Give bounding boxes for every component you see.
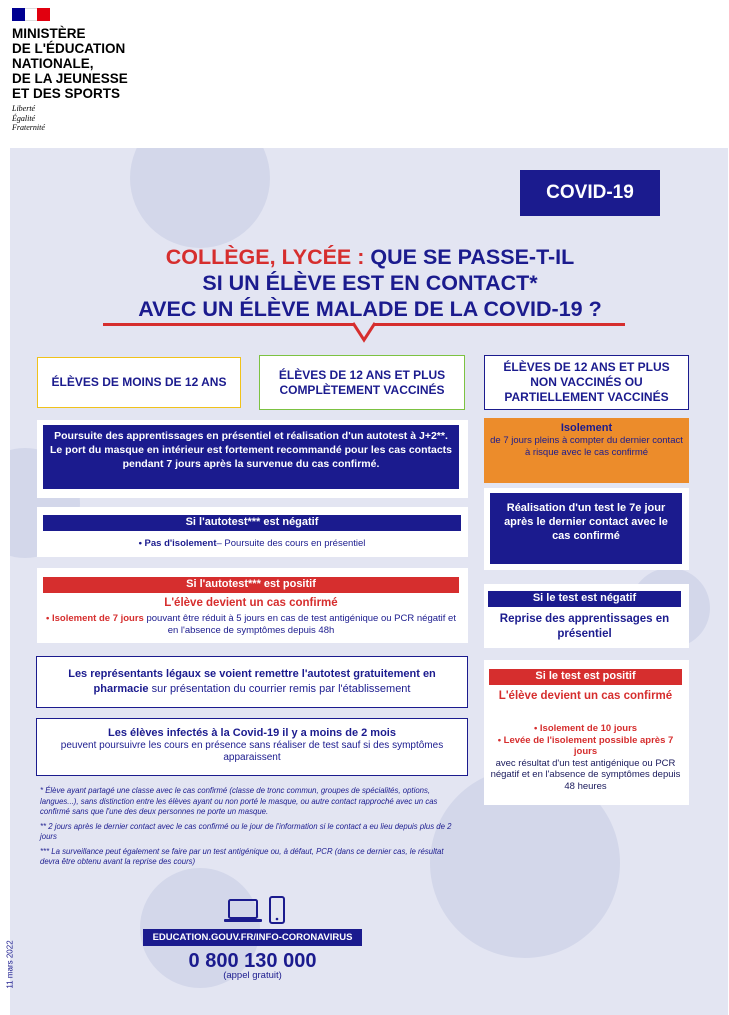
smartphone-icon — [268, 896, 286, 924]
negative-autotest-text — [43, 538, 461, 550]
positive-autotest-title: L'élève devient un cas confirmé — [164, 597, 338, 609]
title-line-1 — [20, 244, 720, 270]
flag-blue — [12, 8, 25, 21]
isolation-10-days: • Isolement de 10 jours — [533, 723, 638, 734]
title-line-3: AVEC UN ÉLÈVE MALADE DE LA COVID-19 ? — [138, 297, 602, 321]
positive-test-list — [489, 723, 682, 792]
flag-red — [37, 8, 50, 21]
footnotes — [40, 786, 465, 872]
column-header-vaccinated: ÉLÈVES DE 12 ANS ET PLUS COMPLÈTEMENT VACCINÉS — [259, 355, 465, 410]
left-main-box: Poursuite des apprentissages en présentiel et réalisation d'un autotest à J+2**. Le port du masque en intérieur est fortement recommandé pour les cas contacts pendant 7 jours après la survenue du cas confirmé. — [43, 425, 459, 489]
footnote: *** La surveillance peut également se faire par un test antigénique ou, à défaut, PCR (dans ce dernier cas, le résultat devra être obtenu avant la reprise des cours) — [40, 846, 444, 866]
info-url-link[interactable]: EDUCATION.GOUV.FR/INFO-CORONAVIRUS — [143, 929, 362, 946]
positive-test-text: avec résultat d'un test antigénique ou PCR négatif et en l'absence de symptômes depuis 48 heures — [490, 757, 681, 792]
isolation-text: de 7 jours pleins à compter du dernier contact à risque avec le cas confirmé — [490, 435, 683, 458]
legal-representatives-card — [36, 656, 468, 708]
positive-rest: pouvant être réduit à 5 jours en cas de test antigénique ou PCR négatif et en l'absence de symptômes depuis 48h — [143, 613, 456, 636]
isolation-title: Isolement — [560, 422, 613, 434]
positive-autotest-text — [43, 613, 459, 637]
republic-motto — [12, 104, 45, 133]
positive-test-title: L'élève devient un cas confirmé — [498, 690, 673, 702]
ministry-line: MINISTÈRE — [12, 26, 86, 41]
publication-date: 11 mars 2022 — [5, 940, 15, 989]
flag-white — [25, 8, 38, 21]
negative-rest: – Poursuite des cours en présentiel — [216, 538, 366, 549]
legal-bold: Les représentants légaux se voient remettre l'autotest gratuitement en pharmacie — [68, 668, 436, 695]
footnote: * Élève ayant partagé une classe avec le cas confirmé (classe de tronc commun, groupes de spécialités, options, langues...), sans distinction entre les élèves ayant ou non porté le masque, ou autre contact rapproché avec un cas confirmé sans que l'une des deux personnes ne porte un masque. — [40, 786, 438, 816]
phone-number: 0 800 130 000 — [188, 950, 317, 972]
motto-line: Fraternité — [12, 123, 45, 132]
laptop-icon — [223, 898, 263, 924]
infected-students-card — [36, 718, 468, 776]
motto-line: Égalité — [12, 113, 36, 123]
phone-note: (appel gratuit) — [223, 970, 282, 981]
negative-test-bar: Si le test est négatif — [488, 591, 681, 607]
positive-red: • Isolement de 7 jours — [46, 613, 144, 624]
ministry-name — [12, 26, 172, 101]
infected-bold: Les élèves infectés à la Covid-19 il y a moins de 2 mois — [108, 727, 396, 739]
negative-test-text: Reprise des apprentissages en présentiel — [499, 613, 670, 640]
legal-rest: sur présentation du courrier remis par l'établissement — [148, 683, 411, 695]
footnote: ** 2 jours après le dernier contact avec le cas confirmé ou le jour de l'information si le contact a eu lieu depuis plus de 2 jours — [40, 821, 452, 841]
ministry-line: ET DES SPORTS — [12, 86, 121, 101]
virus-decoration — [130, 148, 270, 248]
infected-text: peuvent poursuivre les cours en présence sans réaliser de test sauf si des symptômes apparaissent — [60, 740, 444, 763]
ministry-line: DE LA JEUNESSE — [12, 71, 128, 86]
negative-autotest-bar: Si l'autotest*** est négatif — [43, 515, 461, 531]
column-header-unvaccinated: ÉLÈVES DE 12 ANS ET PLUS NON VACCINÉS OU PARTIELLEMENT VACCINÉS — [484, 355, 689, 410]
title-rest: QUE SE PASSE-T-IL — [364, 245, 575, 269]
isolation-lift: • Levée de l'isolement possible après 7 jours — [497, 734, 674, 757]
title-line-2: SI UN ÉLÈVE EST EN CONTACT* — [202, 271, 538, 295]
ministry-line: NATIONALE, — [12, 56, 94, 71]
ministry-line: DE L'ÉDUCATION — [12, 41, 126, 56]
column-header-under-12: ÉLÈVES DE MOINS DE 12 ANS — [37, 357, 241, 408]
positive-test-bar: Si le test est positif — [489, 669, 682, 685]
isolation-box — [484, 418, 689, 483]
motto-line: Liberté — [12, 104, 36, 113]
negative-bold: • Pas d'isolement — [138, 538, 217, 549]
title-red-part: COLLÈGE, LYCÉE : — [165, 245, 365, 269]
test-box: Réalisation d'un test le 7e jour après le dernier contact avec le cas confirmé — [490, 493, 682, 564]
covid-badge: COVID-19 — [520, 170, 660, 216]
positive-autotest-bar: Si l'autotest*** est positif — [43, 577, 459, 593]
title-notch-arrow — [353, 322, 375, 344]
page-title — [20, 244, 720, 322]
republic-flag — [12, 8, 50, 21]
